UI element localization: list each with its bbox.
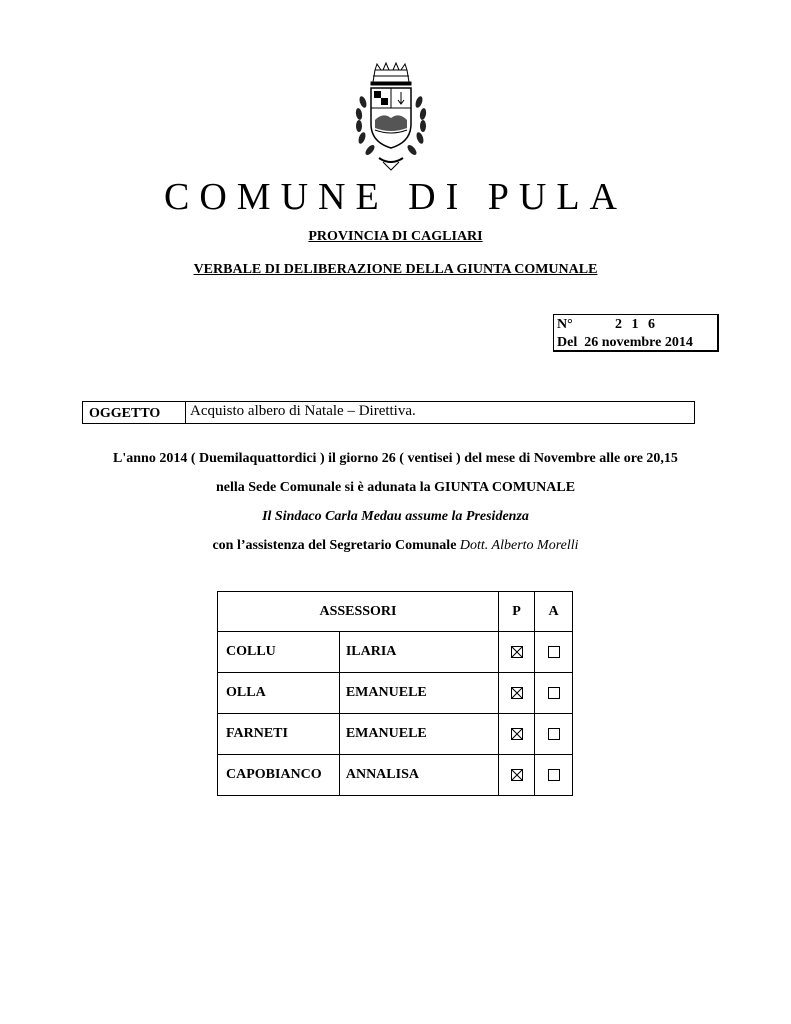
date-label: Del — [557, 335, 578, 350]
absent-header: A — [535, 592, 573, 632]
subject-box — [82, 401, 695, 424]
absent-cell — [535, 755, 573, 796]
table-row — [218, 714, 573, 755]
present-cell — [498, 673, 534, 714]
present-header: P — [498, 592, 534, 632]
session-date-line: L'anno 2014 ( Duemilaquattordici ) il giorno 26 ( ventisei ) del mese di Novembre alle ore 20,15 — [113, 451, 678, 466]
subject-label: OGGETTO — [83, 402, 186, 423]
empty-box-icon[interactable] — [548, 687, 560, 699]
secretary-line — [0, 538, 791, 554]
municipality-title: COMUNE DI PULA — [164, 176, 627, 218]
table-row — [218, 673, 573, 714]
number-label: N° — [557, 317, 573, 332]
secretary-prefix: con l’assistenza del Segretario Comunale — [212, 538, 457, 553]
province-heading: PROVINCIA DI CAGLIARI — [308, 229, 483, 244]
date-value: 26 novembre 2014 — [584, 335, 693, 350]
checked-box-icon[interactable] — [511, 687, 523, 699]
absent-cell — [535, 714, 573, 755]
assessore-first-name: ILARIA — [339, 632, 498, 673]
table-row — [218, 632, 573, 673]
assessore-first-name: EMANUELE — [339, 714, 498, 755]
assessore-first-name: ANNALISA — [339, 755, 498, 796]
absent-cell — [535, 673, 573, 714]
empty-box-icon[interactable] — [548, 728, 560, 740]
session-place-line: nella Sede Comunale si è adunata la GIUNTA COMUNALE — [215, 480, 576, 495]
checked-box-icon[interactable] — [511, 728, 523, 740]
empty-box-icon[interactable] — [548, 646, 560, 658]
checked-box-icon[interactable] — [511, 646, 523, 658]
assessore-surname: OLLA — [218, 673, 340, 714]
empty-box-icon[interactable] — [548, 769, 560, 781]
present-cell — [498, 632, 534, 673]
checked-box-icon[interactable] — [511, 769, 523, 781]
present-cell — [498, 755, 534, 796]
assessore-surname: COLLU — [218, 632, 340, 673]
attendance-header-row — [218, 592, 573, 632]
subject-value: Acquisto albero di Natale – Direttiva. — [190, 403, 416, 419]
present-cell — [498, 714, 534, 755]
assessori-header: ASSESSORI — [218, 592, 499, 632]
absent-cell — [535, 632, 573, 673]
number-value: 2 1 6 — [615, 317, 658, 332]
table-row — [218, 755, 573, 796]
assessore-surname: FARNETI — [218, 714, 340, 755]
assessore-first-name: EMANUELE — [339, 673, 498, 714]
document-type-heading: VERBALE DI DELIBERAZIONE DELLA GIUNTA COMUNALE — [193, 262, 598, 277]
coat-of-arms-icon — [343, 62, 439, 174]
secretary-name: Dott. Alberto Morelli — [459, 538, 579, 553]
deliberation-number-box — [553, 314, 719, 352]
assessore-surname: CAPOBIANCO — [218, 755, 340, 796]
president-line: Il Sindaco Carla Medau assume la Presidenza — [262, 509, 529, 524]
attendance-table — [217, 591, 573, 796]
